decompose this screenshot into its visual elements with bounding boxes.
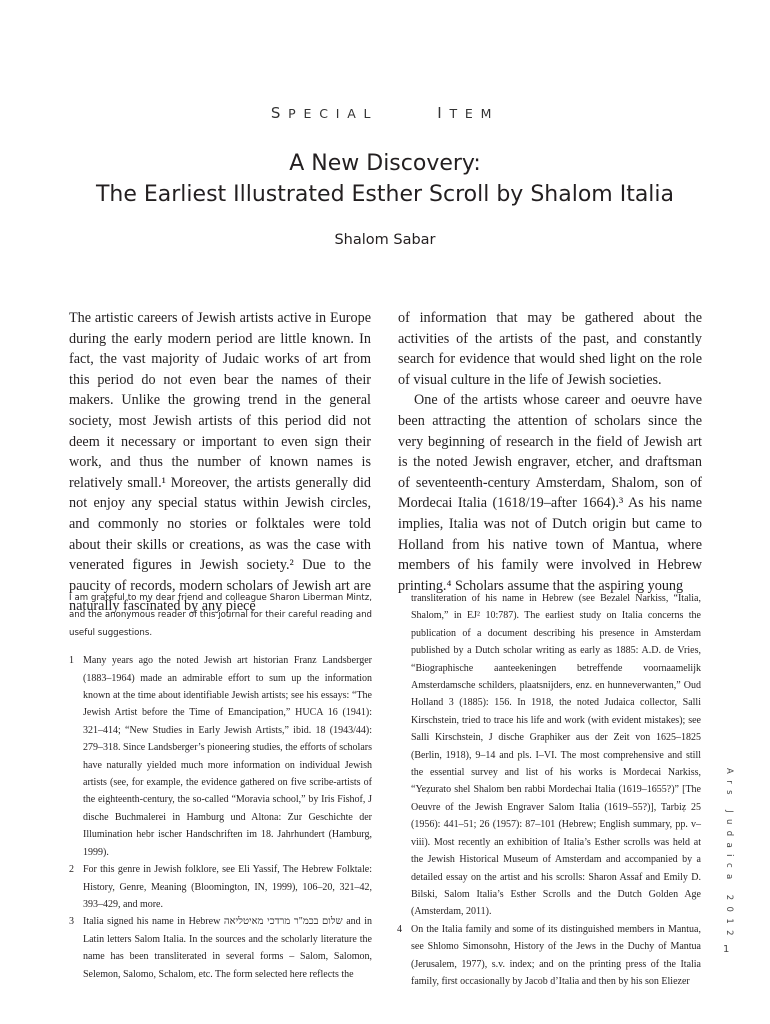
- article-title-line-1: A New Discovery:: [289, 151, 481, 176]
- body-paragraph: of information that may be gathered about the activities of the artists of the past, and constantly search for evidence that would shed light on the role of visual culture in the life of Jewish societies.: [398, 310, 702, 388]
- footnote-text: On the Italia family and some of its distinguished members in Mantua, see Shlomo Simonsohn, History of the Jews in the Duchy of Mantua (Jerusalem, 1977), s.v. index; and on the printing press of the Italia family, first occasionally by Jacob d’Italia and then by his son Eliezer: [411, 923, 701, 987]
- body-column-left: [69, 308, 371, 617]
- article-title: [0, 148, 770, 210]
- article-author: Shalom Sabar: [334, 232, 436, 248]
- page-number: 1: [723, 944, 730, 955]
- footnote-2: [69, 861, 372, 913]
- footnote-number: 2: [69, 864, 74, 876]
- journal-name-vertical: Ars Judaica 2012: [724, 768, 734, 942]
- section-label-word-special: PECIAL: [288, 106, 379, 121]
- section-label: [0, 104, 770, 122]
- footnote-3-continuation: transliteration of his name in Hebrew (see Bezalel Narkiss, “Italia, Shalom,” in EJ² 10:787). The earliest study on Italia concerns the publication of a document describing his presence in Amsterdam published by a Dutch scholar writing as early as 1885: A.D. de Vries, “Biographische aanteekeningen betreffende voornaamelijk Amsterdamsche schilders, plaatsnijders, enz. en hunneverwanten,” Oud Holland 3 (1885): 156. In 1918, the noted Judaica collector, Salli Kirschstein, tried to trace his life and work (with evident mistakes); see Salli Kirschstein, J dische Graphiker aus der Zeit von 1625–1825 (Berlin, 1918), 9–14 and pls. I–VI. The most comprehensive and still the essential survey and list of his works is Mordecai Narkiss, “Yeẓurato shel Shalom ben rabbi Mordechai Italia (1619–1655?)” [The Oeuvre of the Jewish Engraver Salom Italia (1619–55?)], Tarbiẓ 25 (1956): 441–51; 26 (1957): 87–101 (Hebrew; English summary, pp. v–viii). Most recently an exhibition of Italia’s Esther scrolls was held at the Jewish Historical Museum of Amsterdam and accompanied by a detailed essay on the artist and his scrolls: Sharon Assaf and Emily D. Bilski, Salom Italia’s Esther Scrolls and the Dutch Golden Age (Amsterdam, 2011).: [411, 593, 701, 918]
- section-label-cap-s: S: [270, 104, 289, 122]
- body-paragraph: The artistic careers of Jewish artists active in Europe during the early modern period are little known. In fact, the vast majority of Judaic works of art from this period do not even bear the names of their makers. Unlike the growing trend in the general society, most Jewish artists of this period did not deem it necessary or important to even sign their work, and thus the number of known names is relatively small.¹ Moreover, the artists generally did not enjoy any special status within Jewish circles, and commonly no stories or folktales were told about their skills or creations, as was the case with venerated figures in Jewish society.² Due to the paucity of records, modern scholars of Jewish art are naturally fascinated by any piece: [69, 310, 371, 615]
- footnote-text: Many years ago the noted Jewish art historian Franz Landsberger (1883–1964) made an admirable effort to sum up the information known at the time about identifiable Jewish artists; see his essays: “The Jewish Artist before the Time of Emancipation,” HUCA 16 (1941): 321–414; “New Studies in Early Jewish Artists,” ibid. 18 (1943/44): 279–318. Since Landsberger’s pioneering studies, the efforts of scholars have naturally yielded much more information on individual Jewish artists (see, for example, the evidence gathered on five scribe-artists of the eighteenth-century, the so-called “Moravia school,” by Iris Fishof, J dische Buchmalerei in Hamburg und Altona: Zur Geschichte der Illumination hebr ischer Handschriften im 18. Jahrhundert (Hamburg, 1999).: [83, 655, 372, 858]
- footnote-number: 1: [69, 655, 74, 667]
- footnote-number: 3: [69, 916, 74, 928]
- footnote-1: [69, 652, 372, 861]
- section-label-cap-i: I: [437, 104, 450, 122]
- article-title-line-2: The Earliest Illustrated Esther Scroll by Shalom Italia: [95, 182, 675, 207]
- section-label-word-item: TEM: [449, 106, 500, 121]
- footnote-text: For this genre in Jewish folklore, see Eli Yassif, The Hebrew Folktale: History, Genre, Meaning (Bloomington, IN, 1999), 106–20, 321–42, 393–429, and more.: [83, 864, 372, 910]
- footnotes-column-left: [69, 590, 372, 983]
- body-column-right: [398, 308, 702, 596]
- footnote-number: 4: [397, 923, 402, 935]
- journal-sidebar: [722, 768, 736, 942]
- footnote-text: Italia signed his name in Hebrew שלום בכמ"ר מרדכי מאיטליאה and in Latin letters Salom Italia. In the sources and the scholarly literature the name has been transliterated in several forms – Salom, Salomon, Selemon, Salomo, Schalom, etc. The form selected here reflects the: [83, 916, 373, 980]
- footnote-4: [397, 921, 701, 991]
- footnote-3: [69, 913, 372, 983]
- body-paragraph: One of the artists whose career and oeuvre have been attracting the attention of scholars since the very beginning of research in the field of Jewish art is the noted Jewish engraver, etcher, and draftsman of seventeenth-century Amsterdam, Shalom, son of Mordecai Italia (1618/19–after 1664).³ As his name implies, Italia was not of Dutch origin but came to Holland from his native town of Mantua, where members of his family were involved in Hebrew printing.⁴ Scholars assume that the aspiring young: [398, 392, 702, 594]
- footnotes-column-right: [397, 590, 701, 990]
- acknowledgment-note: I am grateful to my dear friend and colleague Sharon Liberman Mintz, and the anonymous reader of this journal for their careful reading and useful suggestions.: [69, 593, 372, 638]
